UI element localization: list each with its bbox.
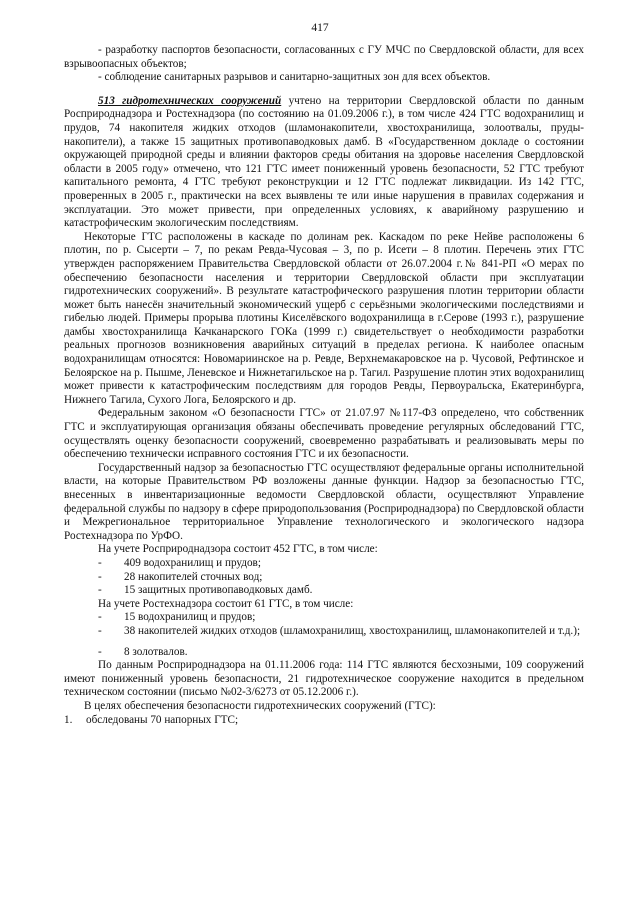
document-body	[64, 44, 584, 727]
list-item: - 38 накопителей жидких отходов (шламохранилищ, хвостохранилищ, шламонакопителей и т.д.);	[98, 624, 581, 637]
list-item: - 15 защитных противопаводковых дамб.	[98, 584, 313, 597]
bullet-dash: -	[98, 624, 102, 637]
top-bullet-2: - соблюдение санитарных разрывов и санитарно-защитных зон для всех объектов.	[98, 71, 491, 84]
list-item: - 8 золотвалов.	[98, 645, 188, 658]
page-number: 417	[311, 22, 329, 34]
paragraph-ownerless: По данным Росприроднадзора на 01.11.2006 года: 114 ГТС являются бесхозными, 109 сооружений имеют пониженный уровень безопасности, 21 гидротехническое сооружение находится в предельном техническом состоянии (письмо №02-3/6273 от 05.12.2006 г.).	[64, 659, 584, 699]
paragraph-federal-law: Федеральным законом «О безопасности ГТС» от 21.07.97 №117-ФЗ определено, что собственник ГТС и эксплуатирующая организация обязаны обеспечивать проведение регулярных обследований ГТС, осуществлять оценку безопасности сооружений, своевременно разрабатывать и реализовывать меры по обеспечению технически исправного состояния ГТС и их безопасности.	[64, 407, 584, 461]
bullet-dash: -	[98, 645, 102, 658]
paragraph-measures-intro: В целях обеспечения безопасности гидротехнических сооружений (ГТС):	[84, 699, 436, 712]
paragraph-state-supervision: Государственный надзор за безопасностью ГТС осуществляют федеральные органы исполнительной власти, на которые Правительством РФ возложены данные функции. Надзор за безопасностью ГТС, внесенных в инвентаризационные ведомости Свердловской области, осуществляют Управление федеральной службы по надзору в сфере природопользования (Росприроднадзора) по Свердловской области и Межрегиональное территориальное Управление технологического и экологического надзора Ростехнадзора по УрФО.	[64, 461, 584, 542]
list-item: - 28 накопителей сточных вод;	[98, 570, 263, 583]
rtn-intro: На учете Ростехнадзора состоит 61 ГТС, в том числе:	[98, 597, 354, 610]
bullet-dash: -	[98, 584, 102, 597]
gts-count-highlight: 513 гидротехнических сооружений	[98, 94, 282, 107]
paragraph-gts-count-text: учтено на территории Свердловской области по данным Росприроднадзора и Ростехнадзора (по состоянию на 01.09.2006 г.), в том числе 424 ГТС водохранилищ и прудов, 74 накопителя жидких отходов (шламонакопители, хвостохранилища, золоотвалы, пруды-накопители), а также 15 защитных противопаводковых дамб. В «Государственном докладе о состоянии окружающей природной среды и влиянии факторов среды обитания на здоровье населения Свердловской области в 2005 году» отмечено, что 121 ГТС имеет пониженный уровень безопасности, 52 ГТС требуют капитального ремонта, 4 ГТС требуют реконструкции и 12 ГТС подлежат ликвидации. Из 142 ГТС, проверенных в 2005 г., практически на всех выявлены те или иные нарушения в правилах содержания и эксплуатации. Это может привести, при определенных условиях, к аварийному разрушению и катастрофическим экологическим последствиям.	[64, 94, 584, 230]
bullet-dash: -	[98, 556, 102, 569]
list-item: - 15 водохранилищ и прудов;	[98, 611, 256, 624]
top-bullet-1: - разработку паспортов безопасности, согласованных с ГУ МЧС по Свердловской области, для всех взрывоопасных объектов;	[64, 44, 584, 70]
numbered-item: 1. обследованы 70 напорных ГТС;	[64, 713, 239, 726]
list-item: - 409 водохранилищ и прудов;	[98, 556, 261, 569]
bullet-dash: -	[98, 570, 102, 583]
paragraph-gts-count	[64, 95, 584, 231]
bullet-dash: -	[98, 611, 102, 624]
item-number: 1.	[64, 713, 73, 726]
paragraph-cascades: Некоторые ГТС расположены в каскаде по долинам рек. Каскадом по реке Нейве расположены 6 плотин, по р. Сысерти – 7, по рекам Ревда-Чусовая – 3, по р. Исети – 8 плотин. Перечень этих ГТС утвержден распоряжением Правительства Свердловской области от 26.07.2004 г.№ 841-РП «О мерах по обеспечению безопасности населения и территории Свердловской области при эксплуатации гидротехнических сооружений». В результате катастрофического разрушения плотин территории области может быть нанесён значительный экономический ущерб с серьёзными экологическими последствиями и гибелью людей. Примеры прорыва плотины Киселёвского водохранилища в г.Серове (1993 г.), разрушение дамбы хвостохранилища Качканарского ГОКа (1999 г.) свидетельствует о необходимости разработки реальных прогнозов возникновения аварийных ситуаций в пределах региона. К наиболее опасным водохранилищам относятся: Новомариинское на р. Ревде, Верхнемакаровское на р. Чусовой, Рефтинское и Белоярское на р. Пышме, Леневское и Нижнетагильское на р. Тагил. Разрушение плотин этих водохранилищ может привести к катастрофическим последствиям для городов Ревды, Первоуральска, Екатеринбурга, Нижнего Тагила, Сухого Лога, Белоярского и др.	[64, 230, 584, 406]
rpn-intro: На учете Росприроднадзора состоит 452 ГТС, в том числе:	[98, 543, 378, 556]
